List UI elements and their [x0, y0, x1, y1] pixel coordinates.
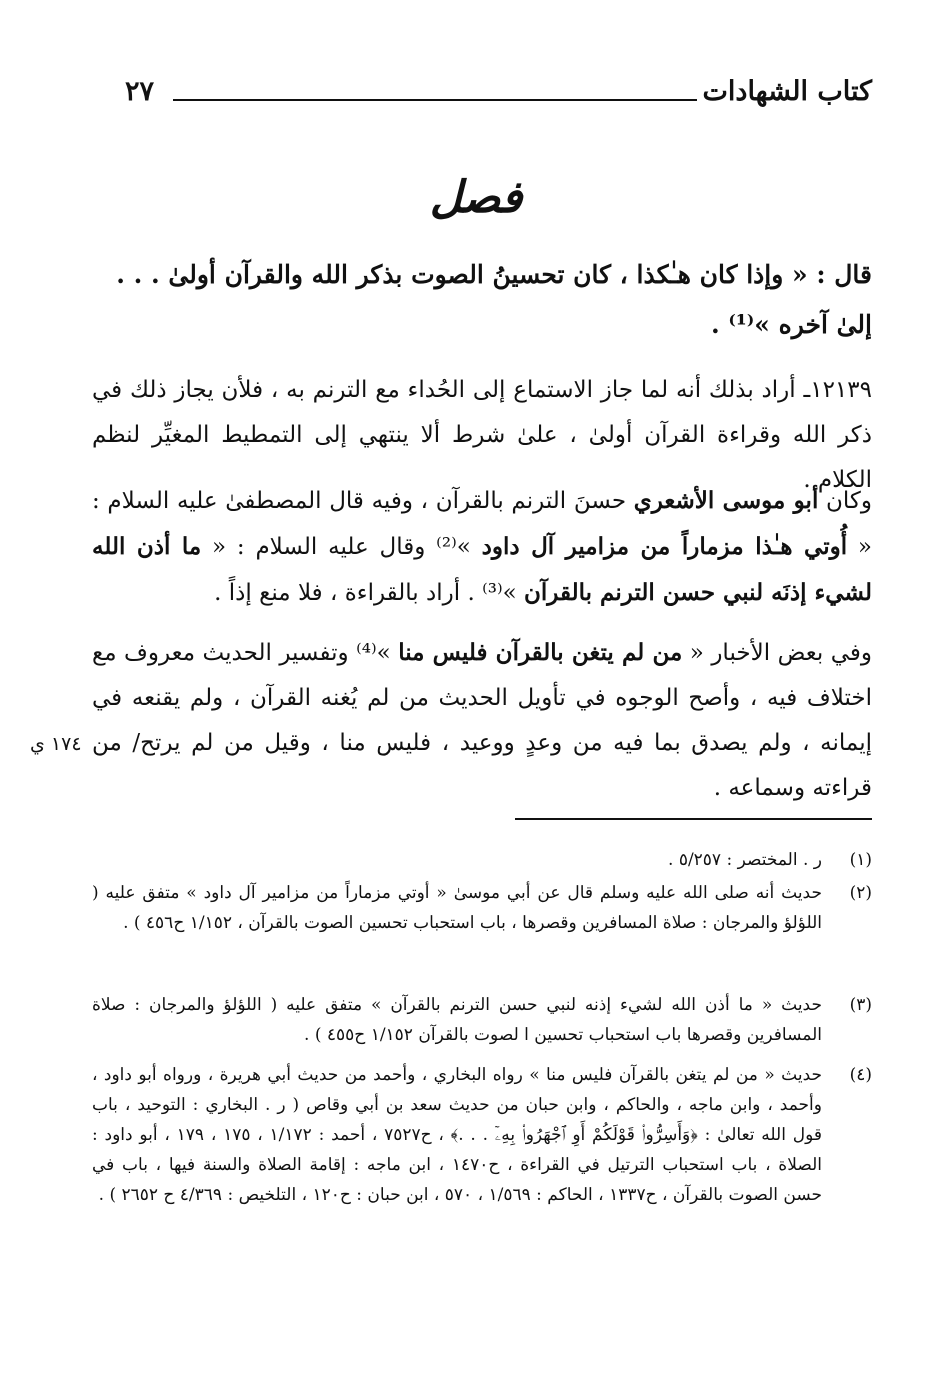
quote-line-2: إلىٰ آخره »⁽¹⁾ .	[711, 310, 872, 339]
footnote-number: (١)	[849, 850, 872, 870]
footnote-separator	[515, 818, 872, 820]
footnote-3	[92, 990, 872, 1050]
page-number: ٢٧	[125, 76, 155, 107]
footnote-number: (٤)	[849, 1065, 872, 1085]
footnote-1	[92, 845, 872, 875]
section-heading: فصل	[429, 172, 523, 223]
paragraph-2	[92, 478, 872, 616]
chapter-title: كتاب الشهادات	[702, 76, 872, 107]
p2-hadith-1: أُوتي هـٰذا مزماراً من مزامير آل داود	[481, 533, 848, 560]
p2-text-e: »⁽²⁾ وقال عليه السلام : «	[201, 534, 482, 560]
p2-text-c: حسنَ الترنم بالقرآن ، وفيه قال المصطفىٰ عليه السلام : «	[92, 488, 872, 560]
quote-line-1: قال : « وإذا كان هـٰكذا ، كان تحسينُ الصوت بذكر الله والقرآن أولىٰ . . .	[116, 260, 872, 289]
footnote-number: (٢)	[849, 883, 872, 903]
p2-hadith-2: ما أذن الله لشيء إذنَه لنبي حسن الترنم بالقرآن	[92, 533, 872, 606]
p3-text-a: وفي بعض الأخبار «	[682, 640, 873, 666]
quoted-statement	[92, 250, 872, 350]
paragraph-3	[92, 630, 872, 811]
footnote-2	[92, 878, 872, 938]
p3-text-c: »⁽⁴⁾ وتفسير الحديث معروف مع اختلاف فيه ، وأصح الوجوه في تأويل الحديث من لم يُغنه القرآن ، ولم يقنعه في إيمانه ، ولم يصدق بما فيه من وعدٍ ووعيد ، فليس منا ، وقيل من لم يرتح/ من قراءته وسماعه .	[92, 640, 872, 801]
margin-note: ١٧٤ ي	[30, 733, 82, 755]
footnote-text: حديث « من لم يتغن بالقرآن فليس منا » رواه البخاري ، وأحمد من حديث أبي هريرة ، ورواه أبو داود ، وأحمد ، وابن ماجه ، والحاكم ، وابن حبان من حديث سعد بن أبي وقاص ( ر . البخاري : التوحيد ، باب قول الله تعالىٰ : ﴿وَأَسِرُّوا۟ قَوْلَكُمْ أَوِ ٱجْهَرُوا۟ بِهِۦٓ . . .﴾ ، ح٧٥٢٧ ، أحمد : ١/١٧٢ ، ١٧٥ ، ١٧٩ ، أبو داود : الصلاة ، باب استحباب الترتيل في القراءة ، ح١٤٧٠ ، ابن ماجه : إقامة الصلاة والسنة فيها ، باب في حسن الصوت بالقرآن ، ح١٣٣٧ ، الحاكم : ١/٥٦٩ ، ٥٧٠ ، ابن حبان : ح١٢٠ ، التلخيص : ٤/٣٦٩ ح ٢٦٥٢ ) .	[92, 1065, 822, 1205]
footnote-text: ر . المختصر : ٥/٢٥٧ .	[668, 850, 822, 870]
running-header	[95, 72, 872, 116]
paragraph-1: ١٢١٣٩ـ أراد بذلك أنه لما جاز الاستماع إلى الحُداء مع الترنم به ، فلأن يجاز ذلك في ذكر الله وقراءة القرآن أولىٰ ، علىٰ شرط ألا ينتهي إلى التمطيط المغيِّر لنظم الكلام .	[92, 377, 872, 493]
p2-text-g: »⁽³⁾ . أراد بالقراءة ، فلا منع إذاً .	[214, 580, 525, 606]
footnote-4	[92, 1060, 872, 1210]
footnote-number: (٣)	[849, 995, 872, 1015]
header-rule	[173, 99, 697, 101]
p2-name: أبو موسى الأشعري	[633, 487, 819, 514]
p2-text-a: وكان	[818, 488, 872, 514]
footnote-text: حديث أنه صلى الله عليه وسلم قال عن أبي موسىٰ « أوتي مزماراً من مزامير آل داود » متفق عليه ( اللؤلؤ والمرجان : صلاة المسافرين وقصرها ، باب استحباب تحسين الصوت بالقرآن ، ١/١٥٢ ح٤٥٦ ) .	[92, 883, 822, 933]
p3-hadith: من لم يتغن بالقرآن فليس منا	[398, 639, 683, 666]
footnote-text: حديث « ما أذن الله لشيء إذنه لنبي حسن الترنم بالقرآن » متفق عليه ( اللؤلؤ والمرجان : صلاة المسافرين وقصرها باب استحباب تحسين ا لصوت بالقرآن ١/١٥٢ ح٤٥٥ ) .	[92, 995, 822, 1045]
